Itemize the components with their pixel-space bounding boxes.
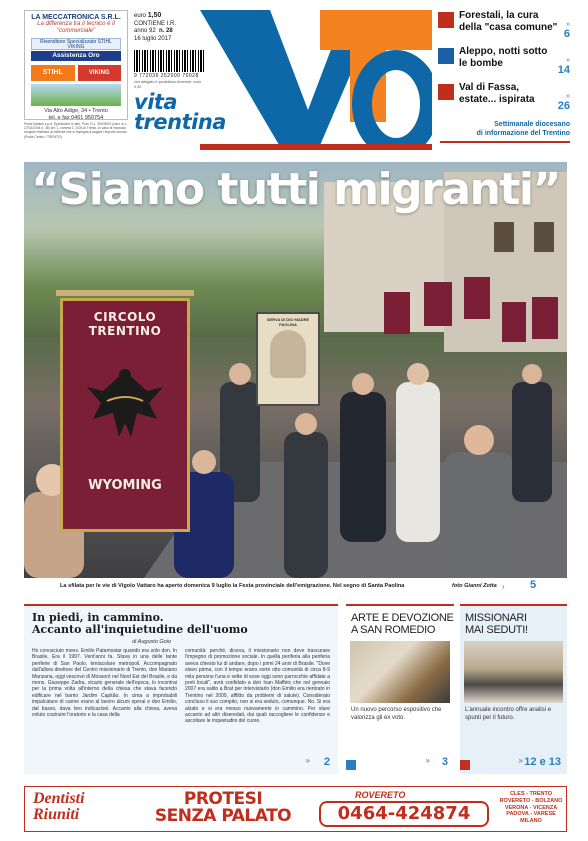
tagline-line2: di informazione del Trentino: [476, 130, 570, 137]
corner-marker: [460, 760, 470, 770]
side-article-subtitle: L'annuale incontro offre analisi e spunti per il futuro.: [465, 707, 552, 721]
main-article[interactable]: [24, 604, 338, 774]
circolo-banner: [56, 290, 194, 552]
ad-company-name: LA MECCATRONICA S.R.L.: [31, 14, 121, 21]
ad-headline-line1: PROTESI: [183, 789, 263, 809]
photo-credit: foto Gianni Zotta: [452, 583, 497, 589]
stihl-logo: STIHL: [31, 65, 75, 81]
issue-date: 16 luglio 2017: [134, 35, 172, 42]
masthead-name: [134, 92, 234, 132]
ad-phone-number[interactable]: 0464-424874: [319, 801, 489, 827]
chevron-right-icon: ›: [502, 582, 505, 591]
year-label: anno 92: [134, 28, 156, 34]
side-article-page-link[interactable]: 12 e 13: [524, 756, 561, 768]
ad-city-item: PADOVA - VARESE: [506, 811, 556, 818]
barcode: [134, 50, 204, 72]
chevron-right-icon: »: [566, 57, 570, 64]
teaser-item[interactable]: [438, 10, 570, 40]
ad-city-item: CLES - TRENTO: [509, 791, 553, 797]
ad-city-list: [499, 791, 563, 825]
logo-underline: [200, 144, 432, 150]
teaser-page: 6: [563, 28, 570, 40]
side-article-title-line1: MISSIONARI: [465, 612, 527, 624]
hero-page-link[interactable]: 5: [530, 579, 537, 591]
side-article-title: [460, 606, 567, 636]
price-label: euro: [134, 13, 147, 19]
ad-address: [25, 108, 127, 122]
ad-city-item: MILANO: [520, 818, 542, 825]
teaser-title: Aleppo, notti sotto le bombe: [459, 46, 548, 69]
hero-photo[interactable]: [24, 162, 567, 578]
person: [396, 382, 440, 542]
hero-caption-bar: [24, 580, 567, 594]
barcode-number: 9 772036 252000 70028: [134, 73, 199, 79]
hero-flag: [424, 282, 452, 326]
ad-city-item: VERONA - VICENZA: [504, 804, 558, 811]
teaser-page: 26: [557, 100, 570, 112]
chevron-right-icon: »: [566, 93, 570, 100]
placard-portrait: [270, 330, 306, 378]
missionari-article[interactable]: [460, 604, 567, 774]
santa-paolina-placard: [256, 312, 320, 406]
eagle-head: [119, 369, 131, 381]
teaser-title: Forestali, la cura della "casa comune": [459, 10, 558, 33]
article-author: di Augusto Goio: [132, 639, 171, 645]
teaser-square-icon: [438, 48, 454, 64]
dentisti-logo: [33, 791, 85, 823]
person: [284, 432, 328, 578]
postal-legal-note: Poste Italiane s.p.a. Spedizione in abb. Post. D.L. 353/2003 (conv. in L. 27/02/2004 n. 46) art. 1, comma 1, DCB di Trento. In caso di mancato recapito restituire al mittente che si impegna a pagare l'importo dovuto. (Poste Centro / TRENTO): [24, 122, 128, 139]
ex-voto-photo: [350, 641, 450, 703]
teaser-list: [438, 10, 570, 118]
ad-dealer-badge: Rivenditore Specializzato STIHL VIKING: [31, 38, 121, 50]
hero-window: [534, 222, 554, 252]
teaser-item[interactable]: [438, 46, 570, 76]
ad-lawn-image: [31, 84, 121, 106]
hero-flag: [464, 277, 490, 319]
masthead-name-line1: vita: [134, 90, 178, 114]
teaser-page: 14: [557, 64, 570, 76]
person: [512, 382, 552, 502]
face: [464, 425, 494, 455]
banner-pole: [56, 290, 194, 296]
person: [340, 392, 386, 542]
dentisti-logo-line2: Riuniti: [33, 806, 80, 823]
masthead-divider: [440, 141, 570, 143]
viking-logo: VIKING: [78, 65, 122, 81]
article-headline-line1: In piedi, in cammino.: [32, 611, 164, 624]
masthead-name-line2: trentina: [134, 110, 226, 134]
ad-city: ROVERETO: [355, 790, 406, 800]
hero-caption: La sfilata per le vie di Vigolo Vattaro ha aperto domenica 9 luglio la Festa provinciale dell'emigrazione. Nel segno di Santa Paolina: [60, 583, 405, 589]
top-left-advertisement[interactable]: [24, 10, 128, 120]
side-article-page-link[interactable]: 3: [441, 756, 448, 768]
price-value: 1,50: [147, 12, 162, 19]
hero-headline: “Siamo tutti migranti”: [31, 164, 560, 215]
corner-marker: [346, 760, 356, 770]
ad-phone: tel. e fax 0461 950754: [48, 115, 104, 121]
teaser-title: Val di Fassa, estate... ispirata: [459, 82, 535, 105]
article-column: comunità: perché, diceva, il missionario non deve trascurare l'impegno di promozione sociale. In quella periferia alla periferia aveva chiesto lui di andare, dopo i primi 24 anni di Brasile. "Dove stavo prima, con il tempo erano sorte otto comunità di circa 8-9 mila persone l'una e sette di esse oggi sono parrocchie affidate a preti locali", avrà confidato a don Ivan Maffeis che nel gennaio 2007 era salito a Brat per intervistarlo (don Emilio era rientrato in Trentino nel 2000, afflitto da problemi di salute). Considerato concluso il suo compito, non si era seduto, comunque. No. Si era alzato e si era messo nuovamente in cammino. Per stare accanto ad altri diseredati, dai quali raccogliere le confidenze e ascoltare le inquietudini del cuore.: [185, 648, 330, 725]
ad-brand-logos: [31, 65, 121, 81]
ad-tagline: La differenza tra il tecnico e il "commerciale": [37, 21, 115, 34]
price-block: [134, 12, 204, 43]
ad-headline: [137, 791, 309, 825]
article-body: [24, 645, 338, 725]
dentisti-riuniti-ad[interactable]: [24, 786, 567, 832]
placard-text: SERVA DI DIO MADRE PAOLINA: [266, 317, 310, 327]
ad-assistance-label: Assistenza Oro: [31, 51, 121, 61]
teaser-square-icon: [438, 12, 454, 28]
hero-window: [494, 222, 514, 252]
hero-flag: [502, 302, 526, 342]
side-article-title-line2: A SAN ROMEDIO: [351, 624, 436, 636]
san-romedio-article[interactable]: [346, 604, 454, 774]
side-article-title-line2: MAI SEDUTI!: [465, 624, 528, 636]
face: [295, 413, 317, 435]
face: [522, 364, 542, 384]
teaser-square-icon: [438, 84, 454, 100]
edition-note: con allegato il quotidiano Avvenire, euro 0,30: [134, 80, 202, 89]
missionari-group-photo: [464, 641, 563, 703]
ad-city-item: ROVERETO - BOLZANO: [499, 797, 563, 804]
teaser-item[interactable]: [438, 82, 570, 112]
article-page-link[interactable]: 2: [323, 756, 330, 768]
chevron-right-icon: »: [566, 21, 570, 28]
face: [407, 363, 429, 385]
banner-title: CIRCOLO TRENTINO: [88, 310, 162, 338]
issue-number: n. 28: [159, 28, 173, 34]
ad-street: Via Alto Adige, 34 • Trento: [44, 108, 108, 114]
side-article-subtitle: Un nuovo percorso espositivo che valorizza gli ex voto.: [351, 707, 442, 721]
article-column: Ho conosciuto mons. Emilio Patamostar quando era solo don. In Brasile. Era il 1997. Vent'anni fa. Stava in una delle tante periferie di San Paolo, tentacolare metropoli. Accompagnato dall'allora direttore del Centro missionario di Trento, don Mariano Manzana, oggi vescovo di Mossoró nel Nord Est del Brasile, e da mons. Giuseppe Zadra, vicario generale dell'epoca, lo incontrai per la prima volta all'interno della chiesa che stava facendo edificare nel barrio Jardim Capitão. In cima a improbabili impalcature di canne erano al lavoro alcuni operai e don Emilio, dal basso, dava loro indicazioni. Accanto alla chiesa, aveva voluto costruire l'oratorio e la casa della: [32, 648, 177, 719]
side-article-title-line1: ARTE E DEVOZIONE: [351, 612, 454, 624]
hero-flag: [532, 297, 558, 339]
ad-headline-line2: SENZA PALATO: [154, 806, 292, 826]
vt-logo[interactable]: [200, 6, 432, 150]
article-headline: [24, 606, 338, 636]
face: [229, 363, 251, 385]
person: [444, 452, 514, 578]
chevron-right-icon: »: [425, 756, 430, 765]
face: [352, 373, 374, 395]
tagline-line1: Settimanale diocesano: [494, 121, 570, 128]
banner-subtitle: WYOMING: [88, 478, 162, 493]
dentisti-logo-line1: Dentisti: [33, 790, 85, 807]
article-headline-line2: Accanto all'inquietudine dell'uomo: [32, 623, 248, 636]
face: [192, 450, 216, 474]
chevron-right-icon: »: [305, 756, 310, 765]
masthead-tagline: [438, 120, 570, 138]
contents-note: CONTIENE I.R.: [134, 20, 177, 27]
side-article-title: [346, 606, 454, 636]
hero-flag: [384, 292, 410, 334]
chevron-right-icon: »: [518, 756, 523, 765]
